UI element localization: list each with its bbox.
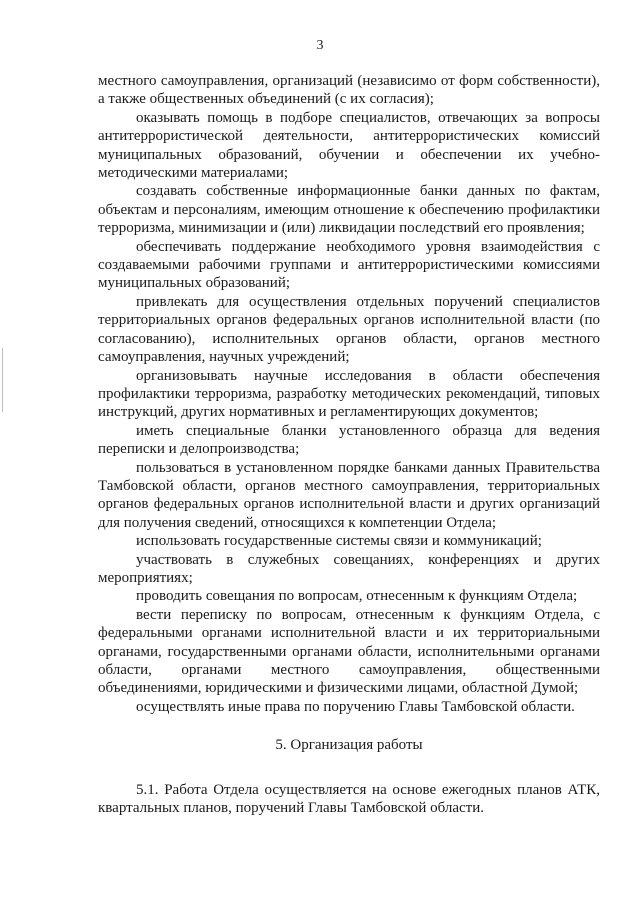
paragraph-meetings-hold: проводить совещания по вопросам, отнесенным к функциям Отдела;: [136, 588, 578, 605]
scan-margin-mark: [2, 348, 3, 412]
paragraph-forms: иметь специальные бланки установленного образца для ведения переписки и делопроизводства;: [98, 422, 600, 458]
document-body: [98, 72, 600, 817]
page-number: 3: [316, 38, 324, 53]
section-heading: 5. Организация работы: [275, 737, 423, 754]
section-paragraph-5-1: 5.1. Работа Отдела осуществляется на основе ежегодных планов АТК, квартальных планов, поручений Главы Тамбовской области.: [98, 781, 600, 817]
paragraph-interaction: обеспечивать поддержание необходимого уровня взаимодействия с создаваемыми рабочими группами и антитеррористическими комиссиями муниципальных образований;: [98, 238, 600, 292]
paragraph-use-databanks: пользоваться в установленном порядке банками данных Правительства Тамбовской области, органов местного самоуправления, территориальных органов федеральных органов исполнительной власти и других организаций для получения сведений, относящихся к компетенции Отдела;: [98, 459, 600, 531]
paragraph-communications: использовать государственные системы связи и коммуникаций;: [136, 533, 542, 550]
paragraph-databanks: создавать собственные информационные банки данных по фактам, объектам и персоналиям, имеющим отношение к обеспечению профилактики терроризма, минимизации и (или) ликвидации последствий его проявления;: [98, 183, 600, 237]
paragraph-specialists: оказывать помощь в подборе специалистов, отвечающих за вопросы антитеррористической деятельности, антитеррористических комиссий муниципальных образований, обучении и обеспечении их учебно-методическими материалами;: [98, 109, 600, 182]
paragraph-research: организовывать научные исследования в области обеспечения профилактики терроризма, разработку методических рекомендаций, типовых инструкций, других нормативных и регламентирующих документов;: [98, 367, 600, 421]
paragraph-meetings-participate: участвовать в служебных совещаниях, конференциях и других мероприятиях;: [98, 551, 600, 586]
paragraph-correspondence: вести переписку по вопросам, отнесенным к функциям Отдела, с федеральными органами исполнительной власти и их территориальными органами, государственными органами области, исполнительными органами области, органами местного самоуправления, общественными объединениями, юридическими и физическими лицами, областной Думой;: [98, 606, 600, 697]
paragraph-other-rights: осуществлять иные права по поручению Главы Тамбовской области.: [136, 698, 575, 715]
paragraph-engage-specialists: привлекать для осуществления отдельных поручений специалистов территориальных органов федеральных органов исполнительной власти (по согласованию), исполнительных органов области, органов местного самоуправления, научных учреждений;: [98, 293, 600, 366]
paragraph-continuation: местного самоуправления, организаций (независимо от форм собственности), а также общественных объединений (с их согласия);: [98, 73, 600, 108]
